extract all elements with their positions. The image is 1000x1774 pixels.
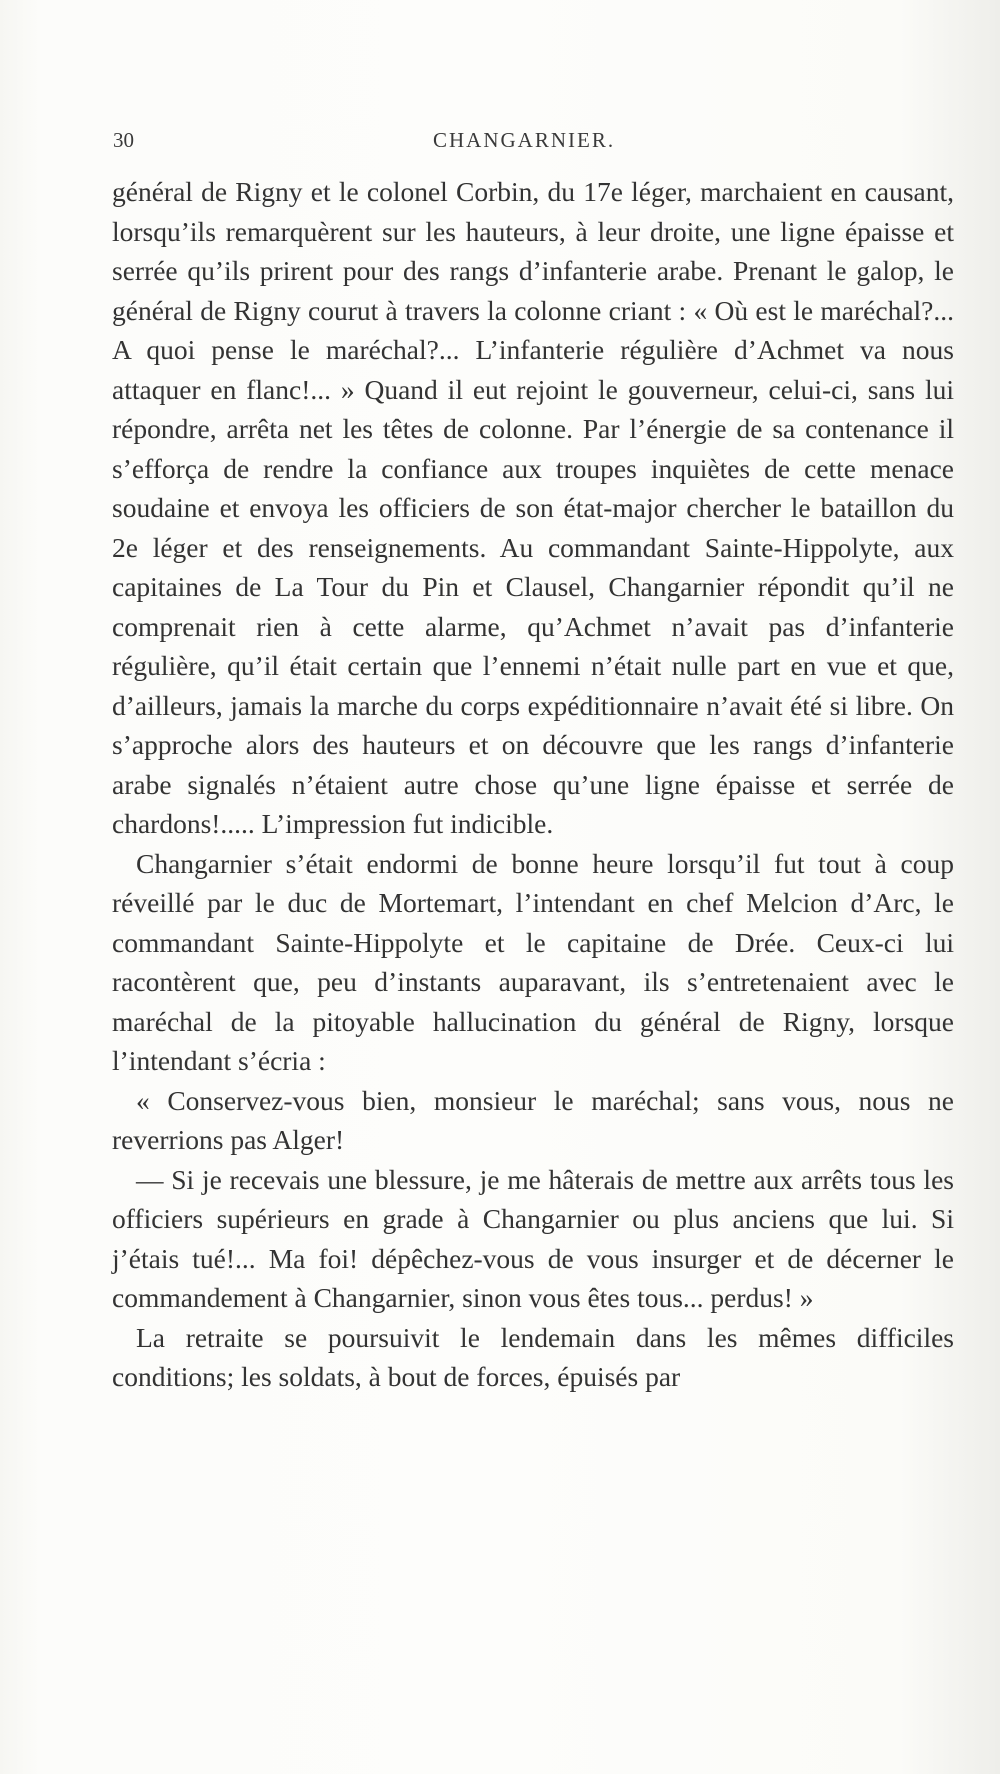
page-header [113, 128, 945, 158]
paragraph-2: Changarnier s’était endormi de bonne heure lorsqu’il fut tout à coup réveillé par le duc de Mortemart, l’intendant en chef Melcion d’Arc, le commandant Sainte-Hippolyte et le capitaine de Drée. Ceux-ci lui racontèrent que, peu d’instants auparavant, ils s’entretenaient avec le maréchal de la pitoyable hallucination du général de Rigny, lorsque l’intendant s’écria : [112, 847, 954, 1076]
body-text [112, 172, 954, 1397]
page-number: 30 [113, 128, 134, 152]
paragraph-4: — Si je recevais une blessure, je me hâterais de mettre aux arrêts tous les officiers supérieurs en grade à Changarnier ou plus anciens que lui. Si j’étais tué!... Ma foi! dépêchez-vous de vous insurger et de décerner le commandement à Changarnier, sinon vous êtes tous... perdus! » [112, 1163, 954, 1313]
paragraph-5: La retraite se poursuivit le lendemain dans les mêmes difficiles conditions; les soldats, à bout de forces, épuisés par [112, 1321, 954, 1392]
paragraph-1: général de Rigny et le colonel Corbin, du 17e léger, marchaient en causant, lorsqu’ils remarquèrent sur les hauteurs, à leur droite, une ligne épaisse et serrée qu’ils prirent pour des rangs d’infanterie arabe. Prenant le galop, le général de Rigny courut à travers la colonne criant : « Où est le maréchal?... A quoi pense le maréchal?... L’infanterie régulière d’Achmet va nous attaquer en flanc!... » Quand il eut rejoint le gouverneur, celui-ci, sans lui répondre, arrêta net les têtes de colonne. Par l’énergie de sa contenance il s’efforça de rendre la confiance aux troupes inquiètes de cette menace soudaine et envoya les officiers de son état-major chercher le bataillon du 2e léger et des renseignements. Au commandant Sainte-Hippolyte, aux capitaines de La Tour du Pin et Clausel, Changarnier répondit qu’il ne comprenait rien à cette alarme, qu’Achmet n’avait pas d’infanterie régulière, qu’il était certain que l’ennemi n’était nulle part en vue et que, d’ailleurs, jamais la marche du corps expéditionnaire n’avait été si libre. On s’approche alors des hauteurs et on découvre que les rangs d’infanterie arabe signalés n’étaient autre chose qu’une ligne épaisse et serrée de chardons!..... L’impression fut indicible. [112, 176, 954, 839]
paragraph-3: « Conservez-vous bien, monsieur le maréchal; sans vous, nous ne reverrions pas Alger! [112, 1084, 954, 1155]
running-title: CHANGARNIER. [433, 128, 616, 152]
